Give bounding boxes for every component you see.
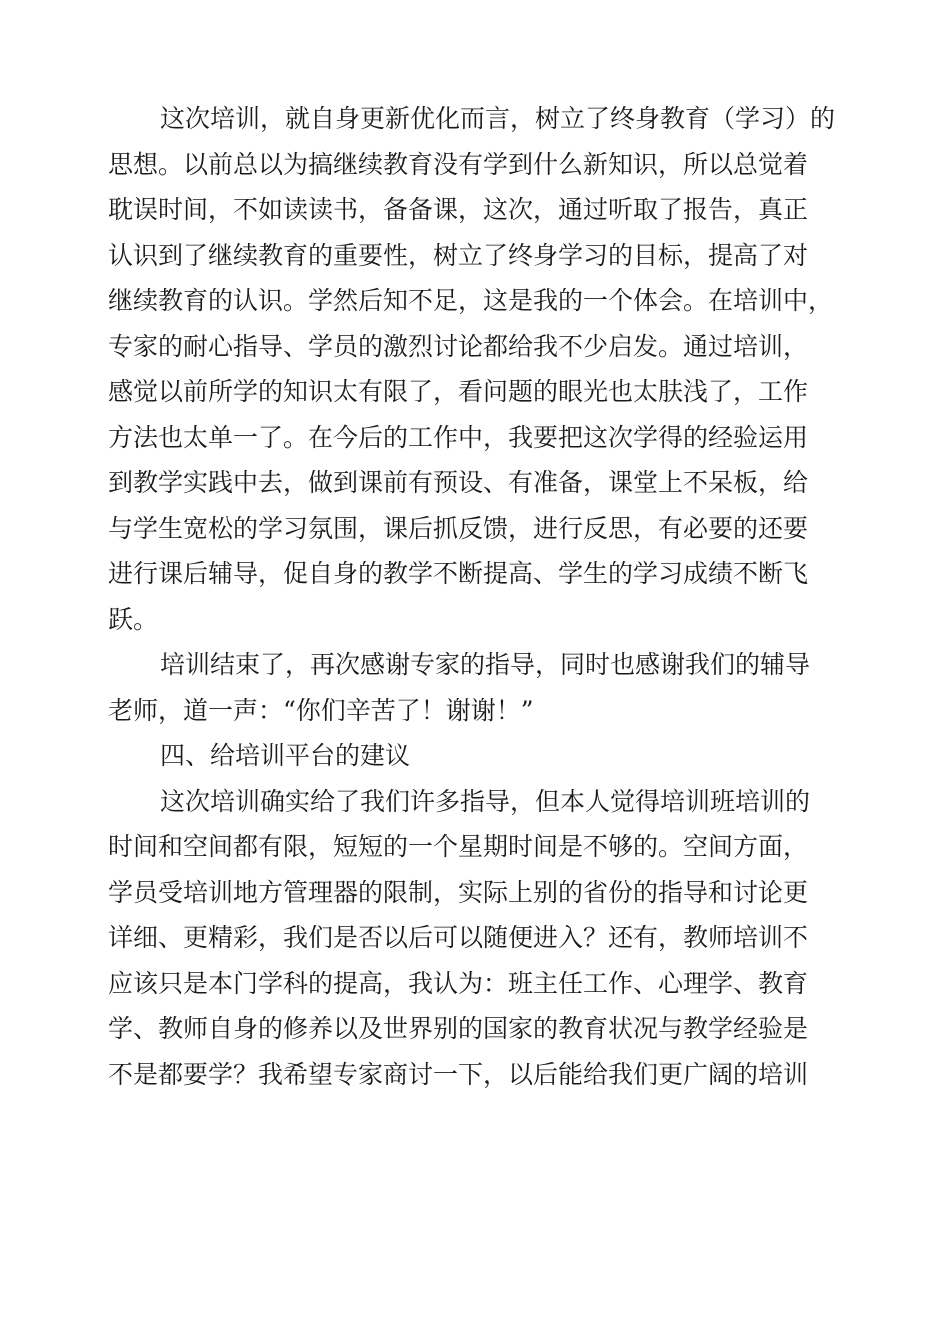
paragraph-1-line-5: 继续教育的认识。学然后知不足，这是我的一个体会。在培训中， — [108, 286, 834, 315]
paragraph-1-line-1: 这次培训，就自身更新优化而言，树立了终身教育（学习）的 — [160, 104, 836, 133]
paragraph-4-line-1: 这次培训确实给了我们许多指导，但本人觉得培训班培训的 — [160, 786, 811, 816]
paragraph-1-line-11: 进行课后辅导，促自身的教学不断提高、学生的学习成绩不断飞 — [108, 559, 809, 588]
paragraph-1-line-10: 与学生宽松的学习氛围，课后抓反馈，进行反思，有必要的还要 — [108, 513, 809, 543]
paragraph-4-line-7: 不是都要学？我希望专家商讨一下，以后能给我们更广阔的培训 — [108, 1059, 809, 1089]
paragraph-1-line-3: 耽误时间，不如读读书，备备课，这次，通过听取了报告，真正 — [108, 195, 809, 224]
paragraph-1-line-8: 方法也太单一了。在今后的工作中，我要把这次学得的经验运用 — [108, 422, 809, 452]
paragraph-1-line-6: 专家的耐心指导、学员的激烈讨论都给我不少启发。通过培训， — [108, 331, 809, 361]
paragraph-2-line-1: 培训结束了，再次感谢专家的指导，同时也感谢我们的辅导 — [160, 650, 811, 679]
paragraph-4-line-6: 学、教师自身的修养以及世界别的国家的教育状况与教学经验是 — [108, 1014, 809, 1043]
paragraph-1-line-7: 感觉以前所学的知识太有限了，看问题的眼光也太肤浅了，工作 — [108, 377, 809, 406]
section-heading: 四、给培训平台的建议 — [160, 741, 411, 770]
paragraph-1-line-12: 跃。 — [108, 604, 159, 634]
paragraph-1-line-4: 认识到了继续教育的重要性，树立了终身学习的目标，提高了对 — [108, 240, 809, 270]
body-text — [108, 96, 848, 1097]
paragraph-1-line-9: 到教学实践中去，做到课前有预设、有准备，课堂上不呆板，给 — [108, 468, 809, 497]
paragraph-1-line-2: 思想。以前总以为搞继续教育没有学到什么新知识，所以总觉着 — [108, 149, 809, 179]
paragraph-4-line-5: 应该只是本门学科的提高，我认为：班主任工作、心理学、教育 — [108, 968, 809, 998]
paragraph-4-line-4: 详细、更精彩，我们是否以后可以随便进入？还有，教师培训不 — [108, 923, 809, 952]
paragraph-4-line-3: 学员受培训地方管理器的限制，实际上别的省份的指导和讨论更 — [108, 877, 809, 907]
paragraph-2-line-2: 老师，道一声：“你们辛苦了！谢谢！” — [108, 695, 534, 725]
paragraph-4-line-2: 时间和空间都有限，短短的一个星期时间是不够的。空间方面， — [108, 832, 809, 861]
